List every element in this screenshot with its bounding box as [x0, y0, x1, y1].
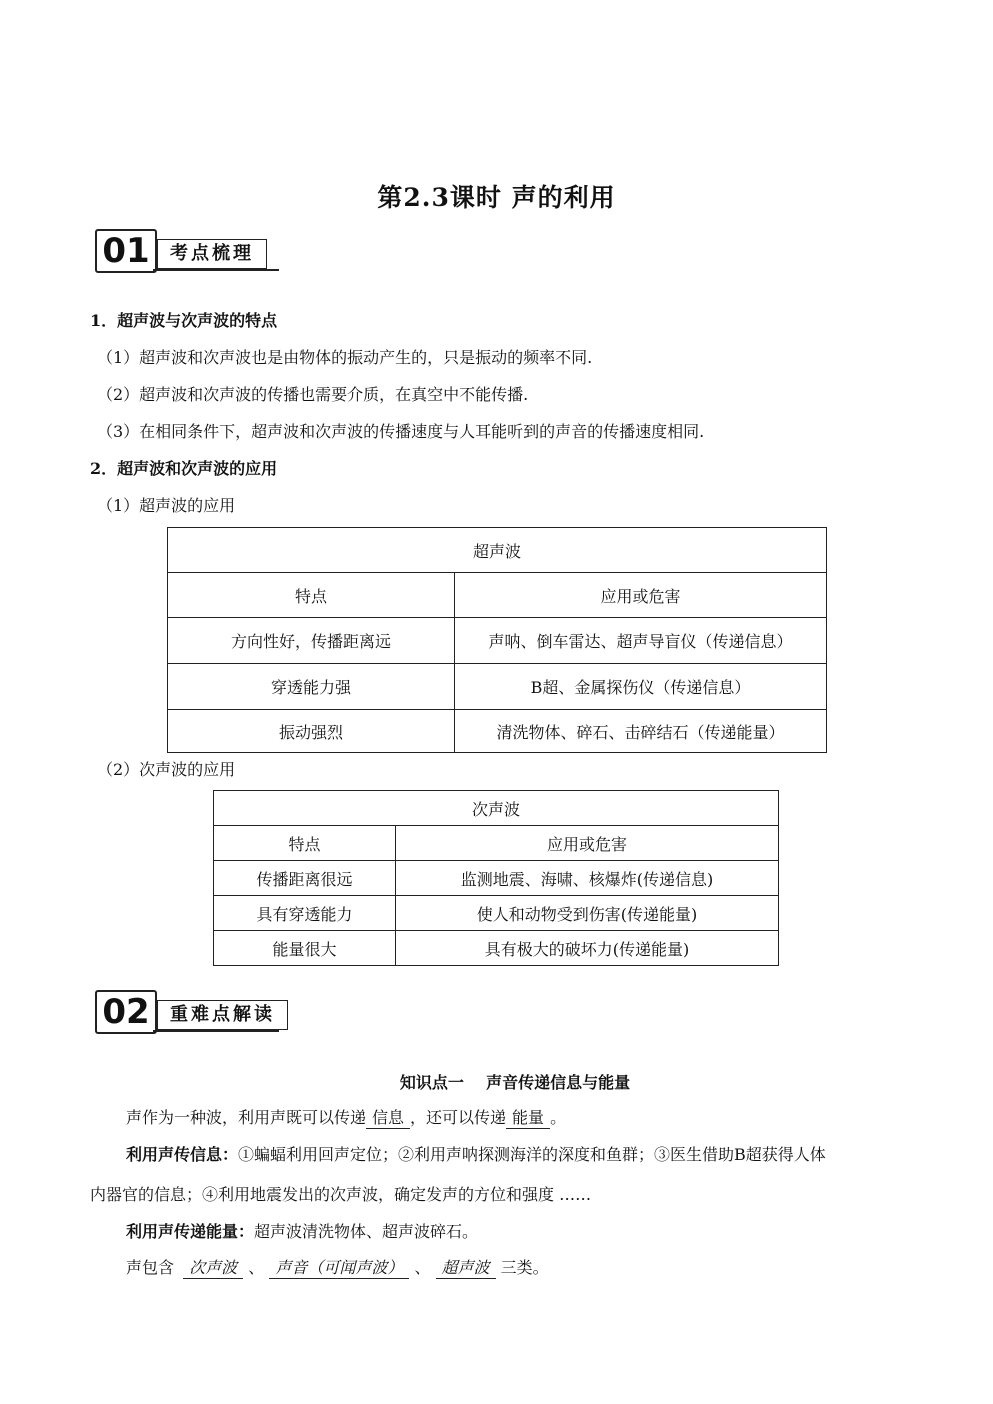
item-1: （1）超声波和次声波也是由物体的振动产生的，只是振动的频率不同. [97, 348, 593, 367]
answer-blank: 能量 [506, 1108, 550, 1129]
table-header: 特点 [168, 573, 455, 618]
table-cell: 方向性好，传播距离远 [168, 618, 455, 664]
table-header: 应用或危害 [455, 573, 827, 618]
table-cell: B超、金属探伤仪（传递信息） [455, 664, 827, 710]
table-row [168, 618, 827, 664]
section-underline [153, 1030, 279, 1032]
text: 、 [414, 1258, 431, 1277]
energy-paragraph [126, 1219, 478, 1242]
table-row [214, 896, 779, 931]
table-cell: 能量很大 [214, 931, 396, 966]
section-number: 01 [95, 229, 157, 273]
table-cell: 振动强烈 [168, 710, 455, 753]
heading-2: 2．超声波和次声波的应用 [90, 459, 278, 478]
energy-text: 超声波清洗物体、超声波碎石。 [254, 1222, 479, 1241]
energy-label: 利用声传递能量： [126, 1222, 255, 1241]
table-title: 超声波 [168, 528, 827, 573]
table-title: 次声波 [214, 791, 779, 826]
knowledge-line-1 [126, 1105, 566, 1129]
text: ，还可以传递 [410, 1108, 507, 1127]
table-row [214, 861, 779, 896]
table-cell: 穿透能力强 [168, 664, 455, 710]
subheading-ultrasound: （1）超声波的应用 [97, 496, 236, 515]
info-paragraph [126, 1142, 826, 1165]
table-cell: 具有穿透能力 [214, 896, 396, 931]
table-row [168, 664, 827, 710]
table-cell: 传播距离很远 [214, 861, 396, 896]
text: 。 [550, 1108, 567, 1127]
table-header: 特点 [214, 826, 396, 861]
info-label: 利用声传信息： [126, 1145, 239, 1164]
item-2: （2）超声波和次声波的传播也需要介质，在真空中不能传播. [97, 385, 529, 404]
answer-blank: 次声波 [183, 1258, 243, 1279]
info-text: ①蝙蝠利用回声定位；②利用声呐探测海洋的深度和鱼群；③医生借助B超获得人体 [238, 1145, 826, 1164]
table-row [214, 931, 779, 966]
page-title: 第2.3课时 声的利用 [377, 183, 616, 212]
text: 声作为一种波，利用声既可以传递 [126, 1108, 367, 1127]
sound-types-line [126, 1255, 549, 1279]
table-cell: 使人和动物受到伤害(传递能量) [396, 896, 779, 931]
subheading-infrasound: （2）次声波的应用 [97, 760, 236, 779]
table-cell: 声呐、倒车雷达、超声导盲仪（传递信息） [455, 618, 827, 664]
text: 三类。 [500, 1258, 549, 1277]
answer-blank: 信息 [366, 1108, 410, 1129]
answer-blank: 声音（可闻声波） [269, 1258, 409, 1279]
section-badge-01 [95, 229, 285, 271]
table-header: 应用或危害 [396, 826, 779, 861]
section-number: 02 [95, 990, 157, 1034]
table-cell: 清洗物体、碎石、击碎结石（传递能量） [455, 710, 827, 753]
table-row [168, 710, 827, 753]
text: 声包含 [126, 1258, 175, 1277]
text: 、 [248, 1258, 265, 1277]
answer-blank: 超声波 [436, 1258, 496, 1279]
section-label: 重难点解读 [157, 1000, 288, 1030]
info-paragraph-cont: 内器官的信息；④利用地震发出的次声波，确定发声的方位和强度 …… [90, 1185, 592, 1204]
item-3: （3）在相同条件下，超声波和次声波的传播速度与人耳能听到的声音的传播速度相同. [97, 422, 705, 441]
section-underline [153, 269, 279, 271]
ultrasound-table [167, 527, 827, 753]
section-badge-02 [95, 990, 295, 1032]
infrasound-table [213, 790, 779, 966]
knowledge-heading: 知识点一 声音传递信息与能量 [399, 1073, 631, 1092]
table-cell: 监测地震、海啸、核爆炸(传递信息) [396, 861, 779, 896]
table-cell: 具有极大的破坏力(传递能量) [396, 931, 779, 966]
heading-1: 1．超声波与次声波的特点 [90, 311, 278, 330]
section-label: 考点梳理 [157, 239, 267, 269]
